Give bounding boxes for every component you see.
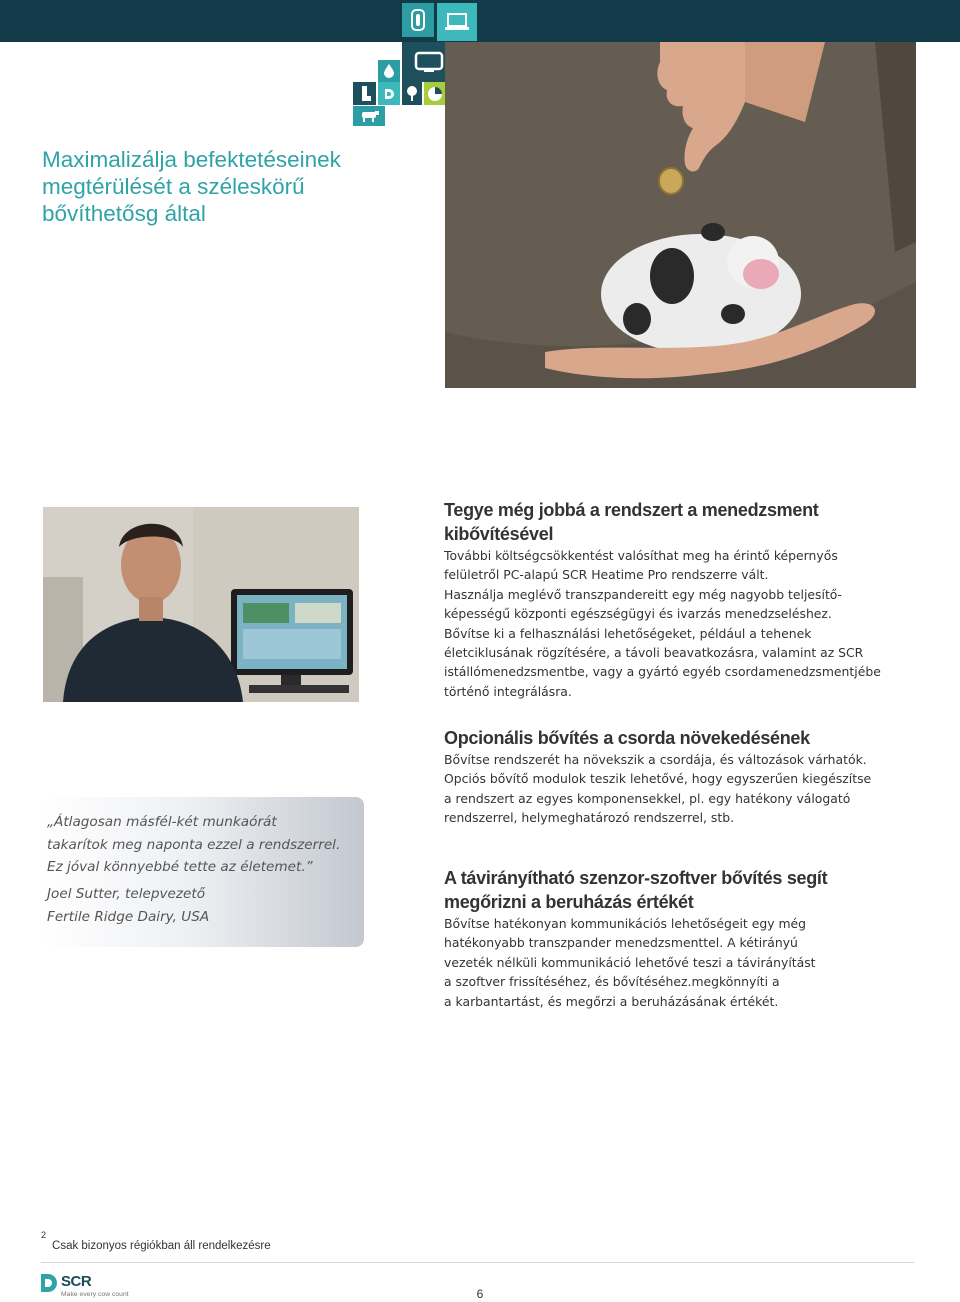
testimonial-quote [42, 797, 364, 947]
section-body [444, 914, 914, 1011]
body-line: További költségcsökkentést valósíthat meg ha érintő képernyős [444, 548, 838, 563]
section-title-line: megőrizni a beruházás értékét [444, 892, 694, 912]
body-line: Bővítse ki a felhasználási lehetőségeket, például a tehenek [444, 625, 812, 641]
section-herd-growth [444, 726, 914, 828]
logo-tagline: Make every cow count [61, 1291, 129, 1298]
footnote-text: Csak bizonyos régiókban áll rendelkezésre [52, 1239, 271, 1252]
quote-text [47, 811, 362, 879]
laptop-icon [437, 3, 477, 41]
body-line: történő integrálásra. [444, 683, 572, 699]
section-title [444, 866, 914, 914]
section-management-expansion [444, 498, 914, 701]
section-body [444, 750, 914, 828]
footnote [41, 1230, 271, 1252]
body-line: képességű központi egészségügyi és ivarzás menedzseléshez. [444, 606, 832, 622]
body-line: rendszerrel, helymeghatározó rendszerrel, stb. [444, 810, 735, 826]
body-line: Bővítse hatékonyan kommunikációs lehetőségeit egy még [444, 916, 807, 931]
farmer-portrait-photo [43, 507, 359, 702]
body-line: Használja meglévő transzpandereitt egy még nagyobb teljesítő- [444, 586, 842, 602]
body-line: hatékonyabb transzpander menedzsmenttel. A kétirányú [444, 935, 798, 951]
tree-icon [402, 82, 422, 105]
scr-logo [40, 1272, 150, 1300]
footnote-marker: 2 [41, 1230, 47, 1240]
body-line: életciklusának rögzítésére, a távoli beavatkozásra, valamint az SCR [444, 645, 864, 661]
pie-chart-icon [424, 82, 446, 105]
author-line: Fertile Ridge Dairy, USA [47, 908, 210, 925]
quote-author [47, 883, 362, 928]
quote-line: „Átlagosan másfél-két munkaórát [47, 814, 277, 830]
piggy-bank-photo [445, 42, 916, 388]
section-title [444, 726, 914, 750]
section-remote-sensor-software [444, 866, 914, 1011]
body-line: vezeték nélküli kommunikáció lehetővé teszi a távirányítást [444, 954, 816, 970]
section-body [444, 546, 914, 701]
water-drop-icon [378, 60, 400, 82]
body-line: Bővítse rendszerét ha növekszik a csordája, és változások várhatók. [444, 752, 867, 767]
logo-wordmark: SCR [61, 1273, 92, 1290]
headline-line: megtérülését a széleskörű [42, 174, 305, 199]
boot-icon [353, 82, 376, 105]
body-line: a szoftver frissítéséhez, és bővítéséhez.megkönnyíti a [444, 974, 780, 990]
page-number: 6 [476, 1287, 484, 1301]
author-line: Joel Sutter, telepvezető [47, 886, 206, 902]
headline-line: Maximalizálja befektetéseinek [42, 147, 341, 172]
section-title-line: Tegye még jobbá a rendszert a menedzsment [444, 500, 819, 520]
page-headline [42, 146, 402, 227]
quote-line: takarítok meg naponta ezzel a rendszerrel. [47, 836, 341, 853]
body-line: felületről PC-alapú SCR Heatime Pro rendszerre vált. [444, 567, 769, 583]
body-line: a rendszert az egyes komponensekkel, pl. egy hatékony válogató [444, 790, 851, 806]
body-line: Opciós bővítő modulok teszik lehetővé, hogy egyszerűen kiegészítse [444, 771, 872, 787]
section-title-line: kibővítésével [444, 524, 554, 544]
body-line: istállómenedzsmentbe, vagy a gyártó egyéb csordamenedzsmentjébe [444, 664, 881, 680]
section-title-line: A távirányítható szenzor-szoftver bővítés segít [444, 868, 828, 888]
headline-line: bővíthetősg által [42, 201, 206, 226]
top-bar [0, 0, 960, 42]
body-line: a karbantartást, és megőrzi a beruházásának értékét. [444, 993, 779, 1009]
glass-icon [402, 3, 434, 37]
scr-logo-icon [40, 1273, 58, 1293]
section-title-line: Opcionális bővítés a csorda növekedésének [444, 728, 810, 748]
scr-logo-icon [378, 82, 400, 105]
footer-divider [41, 1262, 914, 1263]
quote-line: Ez jóval könnyebbé tette az életemet.” [47, 859, 313, 875]
cow-icon [353, 106, 385, 126]
section-title [444, 498, 914, 546]
